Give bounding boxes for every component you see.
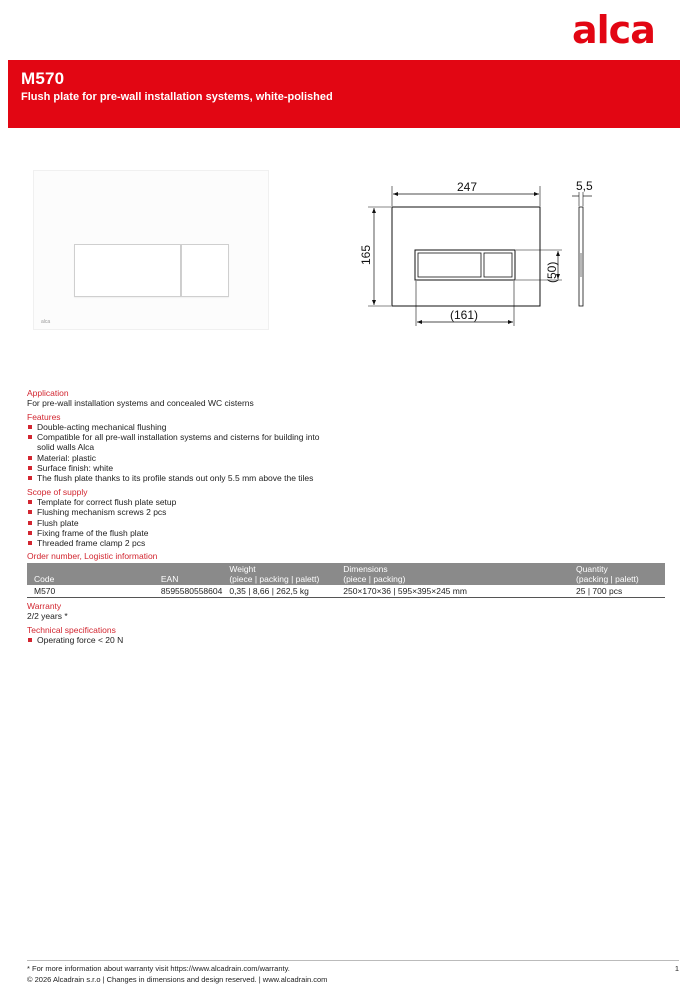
feature-item: Surface finish: white — [27, 463, 667, 473]
header-weight: Weight (piece | packing | palett) — [222, 563, 336, 585]
depth-dimension: 5,5 — [576, 179, 593, 193]
copyright: © 2026 Alcadrain s.r.o | Changes in dimensions and design reserved. | www.alcadrain.com — [27, 975, 328, 984]
product-banner — [8, 60, 680, 128]
header-dimensions: Dimensions (piece | packing) — [336, 563, 569, 585]
scope-title: Scope of supply — [27, 486, 88, 497]
cell-dimensions: 250×170×36 | 595×395×245 mm — [336, 585, 569, 598]
feature-item: The flush plate thanks to its profile stands out only 5.5 mm above the tiles — [27, 473, 667, 483]
scope-item: Flushing mechanism screws 2 pcs — [27, 507, 667, 517]
button-width-dimension: (161) — [450, 308, 479, 322]
alca-logo-mark — [570, 8, 680, 50]
scope-list — [27, 497, 667, 548]
feature-item: Double-acting mechanical flushing — [27, 422, 667, 432]
scope-item: Fixing frame of the flush plate — [27, 528, 667, 538]
page-number: 1 — [674, 964, 679, 973]
scope-item: Threaded frame clamp 2 pcs — [27, 538, 667, 548]
cell-weight: 0,35 | 8,66 | 262,5 kg — [222, 585, 336, 598]
buttons-outline — [415, 250, 515, 280]
plate-outline — [392, 207, 540, 306]
photo-brand-mark: alca — [41, 319, 51, 325]
application-text: For pre-wall installation systems and concealed WC cisterns — [27, 398, 254, 409]
big-button-outline — [418, 253, 481, 277]
features-title: Features — [27, 411, 61, 422]
table-row — [27, 585, 665, 598]
height-dimension: 165 — [359, 244, 373, 265]
header-ean: EAN — [154, 563, 222, 585]
features-list — [27, 422, 667, 484]
order-title: Order number, Logistic information — [27, 551, 158, 562]
technical-item: Operating force < 20 N — [27, 635, 667, 645]
dimension-drawing — [350, 170, 610, 330]
width-dimension: 247 — [457, 180, 478, 194]
product-subtitle: Flush plate for pre-wall installation systems, white-polished — [21, 91, 333, 103]
order-table-header — [27, 563, 665, 585]
order-table — [27, 563, 665, 598]
product-code: M570 — [21, 69, 65, 88]
header-quantity: Quantity (packing | palett) — [569, 563, 665, 585]
technical-list — [27, 635, 667, 645]
alca-logo — [570, 8, 680, 50]
scope-item: Flush plate — [27, 518, 667, 528]
warranty-title: Warranty — [27, 601, 62, 612]
product-details — [27, 386, 667, 645]
small-flush-button — [181, 244, 229, 297]
scope-item: Template for correct flush plate setup — [27, 497, 667, 507]
technical-drawing — [350, 170, 610, 330]
warranty-text: 2/2 years * — [27, 611, 68, 622]
cell-quantity: 25 | 700 pcs — [569, 585, 665, 598]
header-code: Code — [27, 563, 154, 585]
product-photo — [33, 170, 269, 330]
page-footer — [27, 963, 679, 985]
cell-ean: 8595580558604 — [154, 585, 222, 598]
cell-code: M570 — [27, 585, 154, 598]
large-flush-button — [74, 244, 181, 297]
application-title: Application — [27, 388, 69, 398]
feature-item: Compatible for all pre-wall installation systems and cisterns for building into solid walls Alca — [27, 432, 327, 453]
feature-item: Material: plastic — [27, 453, 667, 463]
warranty-note: * For more information about warranty visit https://www.alcadrain.com/warranty. — [27, 964, 290, 973]
technical-title: Technical specifications — [27, 624, 116, 635]
small-button-outline — [484, 253, 512, 277]
button-height-dimension: (50) — [545, 261, 559, 283]
logo-text: alca — [572, 8, 655, 50]
footer-divider — [27, 960, 679, 961]
